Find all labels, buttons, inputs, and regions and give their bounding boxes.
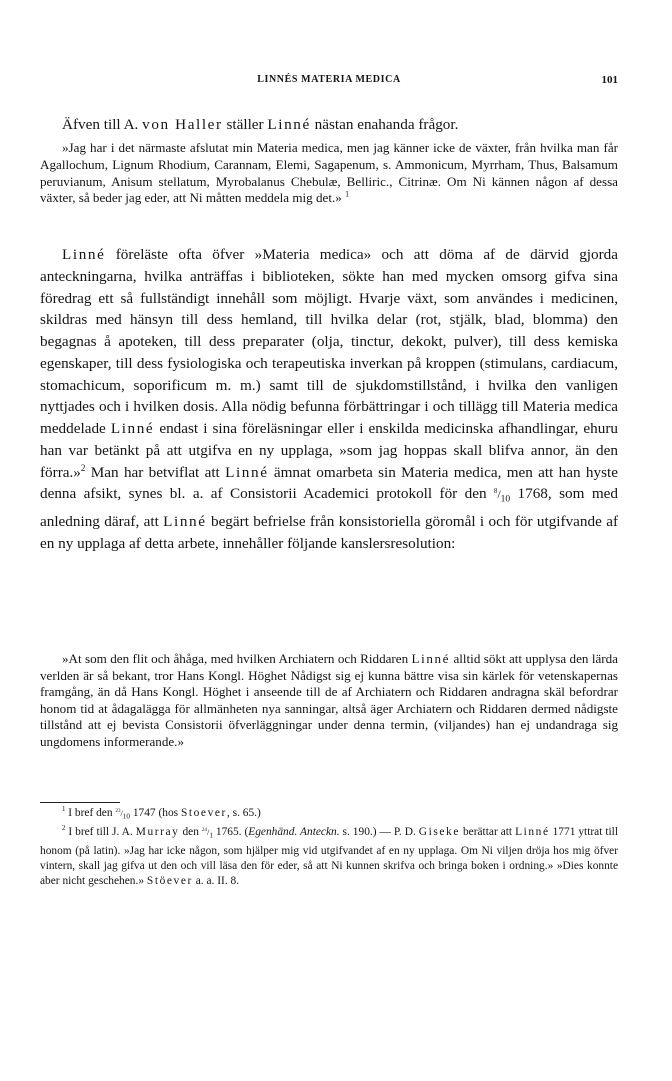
footnotes bbox=[40, 806, 618, 889]
person-name-stoever: Stöever bbox=[146, 875, 193, 888]
date-fraction: $^{24}/_1$ bbox=[201, 826, 213, 840]
paragraph-intro-text: Äfven till A. bbox=[62, 116, 143, 133]
person-name-stoever: Stoever bbox=[180, 807, 227, 819]
person-name-murray: Murray bbox=[135, 825, 180, 838]
person-name-linne: Linné bbox=[163, 513, 207, 531]
page-number: 101 bbox=[601, 74, 618, 86]
date-fraction: $^{23}/_{10}$ bbox=[115, 808, 130, 821]
person-name-linne: Linné bbox=[110, 420, 155, 437]
paragraph-main-text: 1768, som med anledning däraf, att bbox=[40, 485, 618, 531]
person-name-linne: Linné bbox=[62, 246, 106, 263]
quote-text: »At som den flit och åhåga, med hvilken Archiatern och Riddaren bbox=[62, 651, 412, 666]
source-title: Egenhänd. Anteckn. bbox=[248, 825, 340, 838]
person-name-giseke: Giseke bbox=[418, 825, 460, 838]
paragraph-main-text: begärt befrielse från konsistoriella göromål i och för utgifvande af en ny upplaga af detta arbete, innehåller följande kanslersresolution: bbox=[40, 513, 619, 553]
quote-text: »Jag har i det närmaste afslutat min Materia medica, men jag känner icke de växter, från hvilka man får Agallochum, Lignum Rhodium, Carannam, Elemi, Sagapenum, s. Ammonicum, Myrrham, Thus, Balsamum peruvianum, Anisum stellatum, Myrobalanus Chebulæ, Belliric., Citrinæ. Om Ni kännen någon af dessa växter, så beder jag eder, att Ni måtten meddela mig det.» bbox=[40, 140, 618, 206]
person-name-linne: Linné bbox=[267, 116, 311, 133]
page-header bbox=[40, 74, 618, 90]
paragraph-main-text: Man har betviflat att bbox=[85, 463, 226, 481]
block-quote-resolution bbox=[40, 651, 618, 750]
person-name-linne: Linné bbox=[515, 825, 550, 838]
quote-text: alltid sökt att upplysa den lärda verlden är så bekant, tror Hans Kongl. Höghet Nådigst sig ej kunna bättre visa sin kärlek för vetenskapernas framgång, än då Hans Kongl. Höghet i anseende till de af Archiatern och Riddaren andragna skäl befordrar honom tid at ådagalägga för allmänheten nya sanningar, altså äger Archiatern och Riddaren dermed nådigste tillstånd att ej bevista Consistorii öfverläggningar under denna termin, (viljandes) han ej undandraga sig ungdomens informerande.» bbox=[40, 651, 618, 749]
paragraph-main-text: endast i sina föreläsningar eller i enskilda medicinska afhandlingar, ehuru han var betänkt på att utgifva en ny upplaga, »som jag hoppas skall blifva annor, än den förra.» bbox=[40, 420, 618, 481]
paragraph-intro-text: ställer bbox=[222, 116, 268, 133]
paragraph-main-text: föreläste ofta öfver »Materia medica» och att döma af de därvid gjorda anteckningarna, hvilka anträffas i biblioteken, sökte han med mycken omsorg gifva sina föredrag ett så fullständigt innehåll som möjligt. Hvarje växt, som användes i medicinen, skildras med hänsyn till dess hemland, till hvilka delar (rot, stjälk, blad, blomma) den begagnas å apoteken, till dess preparater (olja, tinctur, dekokt, pulver), till dess kemiska egenskaper, till dess fysiologiska och terapeutiska inverkan på kroppen (stimulans, cardiacum, stomachicum, soporificum m. m.) samt till de sjukdomstillstånd, i hvilka den vanligen nyttjades och i hvilken dosis. Alla nödig befunna förbättringar i och tillägg till Materia medica meddelade bbox=[40, 246, 618, 437]
footnote-divider bbox=[40, 802, 120, 803]
footnote-ref-1: 1 bbox=[345, 190, 350, 200]
paragraph-intro bbox=[40, 114, 618, 136]
paragraph-intro-text: nästan enahanda frågor. bbox=[310, 116, 459, 133]
person-name-linne: Linné bbox=[411, 651, 451, 666]
footnote-marker: 1 bbox=[62, 806, 66, 814]
person-name-haller: von Haller bbox=[142, 116, 223, 133]
paragraph-main-text: ämnat omarbeta sin Materia medica, men att han hyste denna afsikt, synes bl. a. af Consistorii Academici protokoll för den bbox=[40, 463, 618, 503]
running-head: LINNÉS MATERIA MEDICA bbox=[257, 74, 401, 85]
footnote-ref-2: 2 bbox=[80, 462, 86, 473]
footnote-1: $^1$ I bref den $^{23}/_{10}$ 1747 (hos Stoever, s. 65.) bbox=[62, 806, 261, 821]
paragraph-main bbox=[40, 244, 618, 555]
block-quote-haller bbox=[40, 140, 618, 207]
person-name-linne: Linné bbox=[225, 463, 269, 481]
date-fraction: $^8/_{10}$ bbox=[494, 488, 511, 505]
footnote-2: $^2$ I bref till J. A. Murray den $^{24}/_1$ 1765. (Egenhänd. Anteckn. s. 190.) — P. D. Giseke berättar att Linné 1771 yttrat till honom (på latin). »Jag har icke någon, som hjälper mig vid utgifvandet af en ny upplaga. Om Ni viljen dröja hos mig öfver vintern, skall jag gifva ut den och vill läsa den för eder, så att Ni kunnen skrifva och bringa boken i ordning.» »Dies konnte aber nicht geschehen.» Stöever a. a. II. 8. bbox=[40, 825, 619, 888]
footnote-marker: 2 bbox=[62, 825, 66, 833]
